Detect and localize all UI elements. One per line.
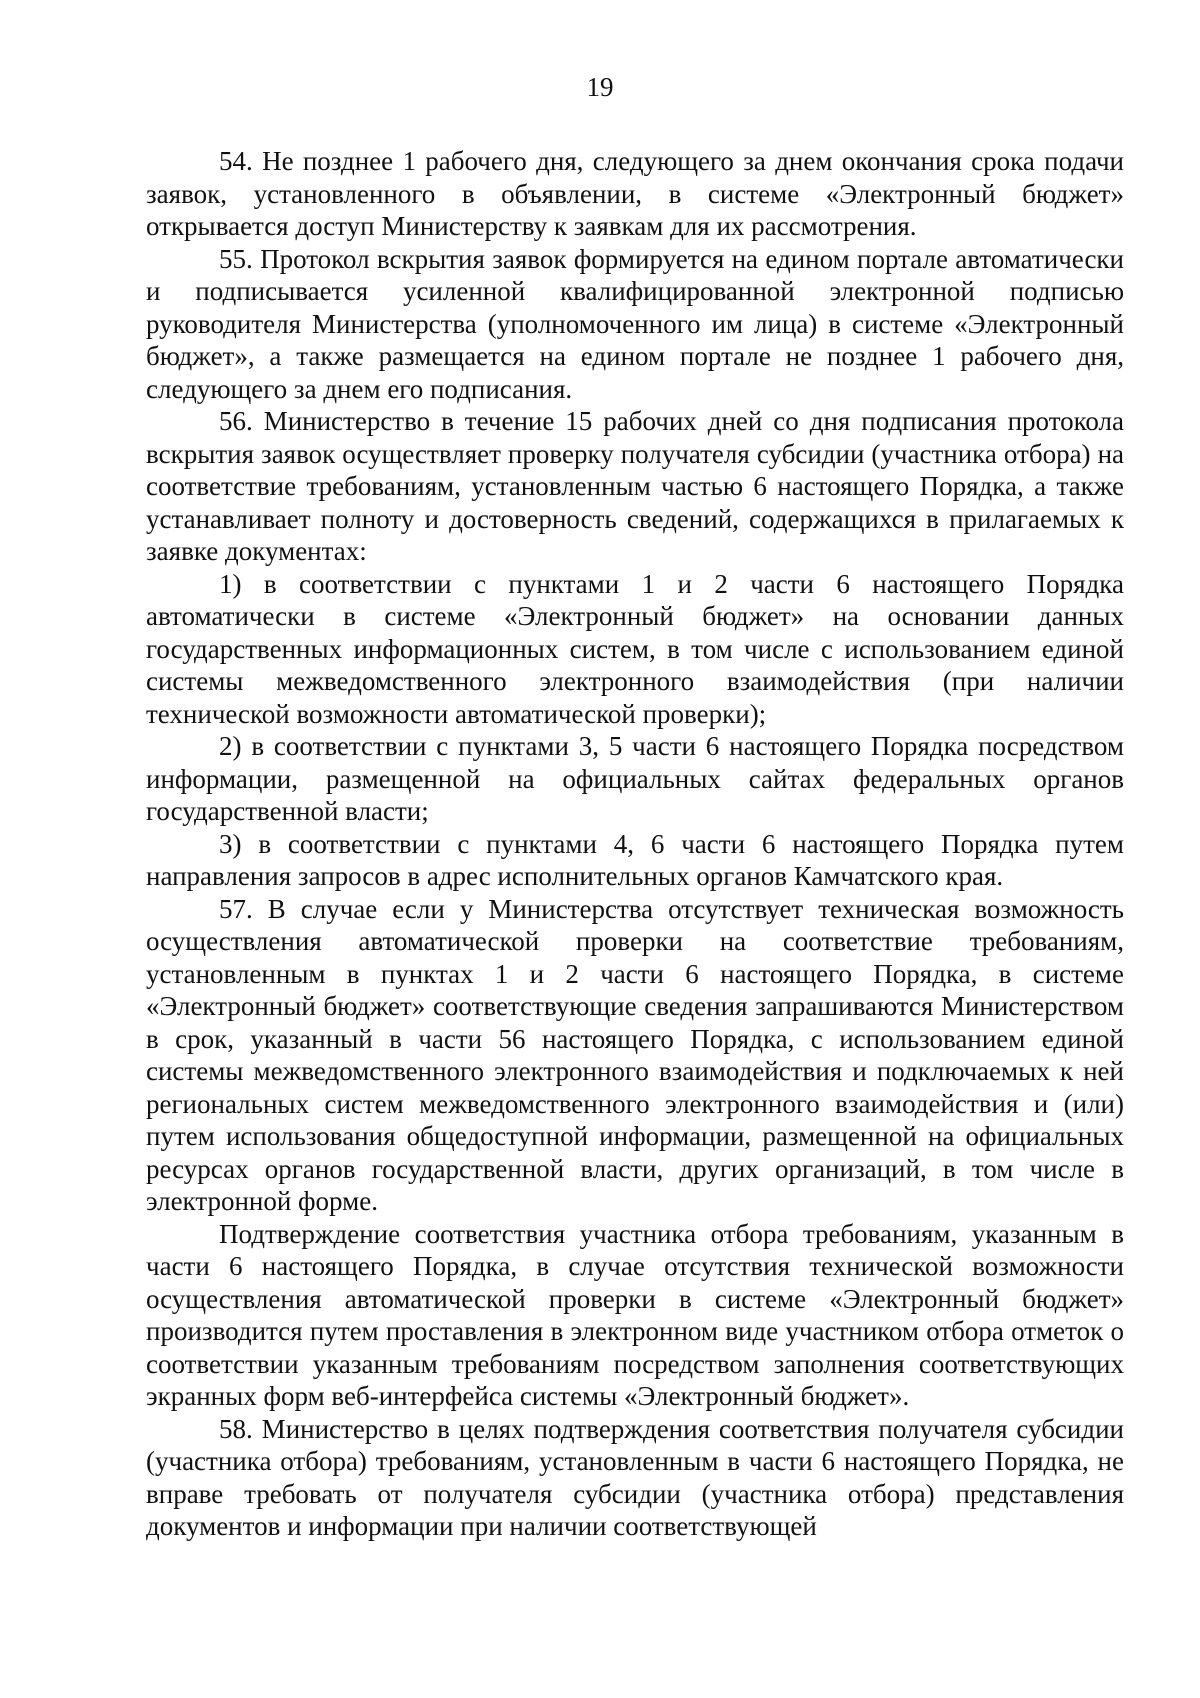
paragraph-58: 58. Министерство в целях подтверждения соответствия получателя субсидии (участника отбора) требованиям, установленным в части 6 настоящего Порядка, не вправе требовать от получателя субсидии (участника отбора) представления документов и информации при наличии соответствующей bbox=[146, 1413, 1124, 1541]
paragraph-56: 56. Министерство в течение 15 рабочих дней со дня подписания протокола вскрытия заявок осуществляет проверку получателя субсидии (участника отбора) на соответствие требованиям, установленным частью 6 настоящего Порядка, а также устанавливает полноту и достоверность сведений, содержащихся в прилагаемых к заявке документах: bbox=[146, 406, 1124, 566]
paragraph-56-item-1: 1) в соответствии с пунктами 1 и 2 части 6 настоящего Порядка автоматически в системе «Электронный бюджет» на основании данных государственных информационных систем, в том числе с использованием единой системы межведомственного электронного взаимодействия (при наличии технической возможности автоматической проверки); bbox=[146, 568, 1124, 729]
paragraph-55: 55. Протокол вскрытия заявок формируется на едином портале автоматически и подписывается усиленной квалифицированной электронной подписью руководителя Министерства (уполномоченного им лица) в системе «Электронный бюджет», а также размещается на едином портале не позднее 1 рабочего дня, следующего за днем его подписания. bbox=[146, 243, 1124, 404]
paragraph-57-continuation: Подтверждение соответствия участника отбора требованиям, указанным в части 6 настоящего Порядка, в случае отсутствия технической возможности осуществления автоматической проверки в системе «Электронный бюджет» производится путем проставления в электронном виде участником отбора отметок о соответствии указанным требованиям посредством заполнения соответствующих экранных форм веб-интерфейса системы «Электронный бюджет». bbox=[146, 1218, 1124, 1411]
page-number: 19 bbox=[586, 72, 614, 102]
paragraph-54: 54. Не позднее 1 рабочего дня, следующего за днем окончания срока подачи заявок, установленного в объявлении, в системе «Электронный бюджет» открывается доступ Министерству к заявкам для их рассмотрения. bbox=[146, 146, 1124, 241]
document-body bbox=[146, 145, 1124, 1543]
paragraph-56-item-3: 3) в соответствии с пунктами 4, 6 части 6 настоящего Порядка путем направления запросов в адрес исполнительных органов Камчатского края. bbox=[146, 828, 1124, 891]
paragraph-57: 57. В случае если у Министерства отсутствует техническая возможность осуществления автоматической проверки на соответствие требованиям, установленным в пунктах 1 и 2 части 6 настоящего Порядка, в системе «Электронный бюджет» соответствующие сведения запрашиваются Министерством в срок, указанный в части 56 настоящего Порядка, с использованием единой системы межведомственного электронного взаимодействия и подключаемых к ней региональных систем межведомственного электронного взаимодействия и (или) путем использования общедоступной информации, размещенной на официальных ресурсах органов государственной власти, других организаций, в том числе в электронной форме. bbox=[146, 893, 1124, 1216]
paragraph-56-item-2: 2) в соответствии с пунктами 3, 5 части 6 настоящего Порядка посредством информации, размещенной на официальных сайтах федеральных органов государственной власти; bbox=[146, 731, 1124, 826]
